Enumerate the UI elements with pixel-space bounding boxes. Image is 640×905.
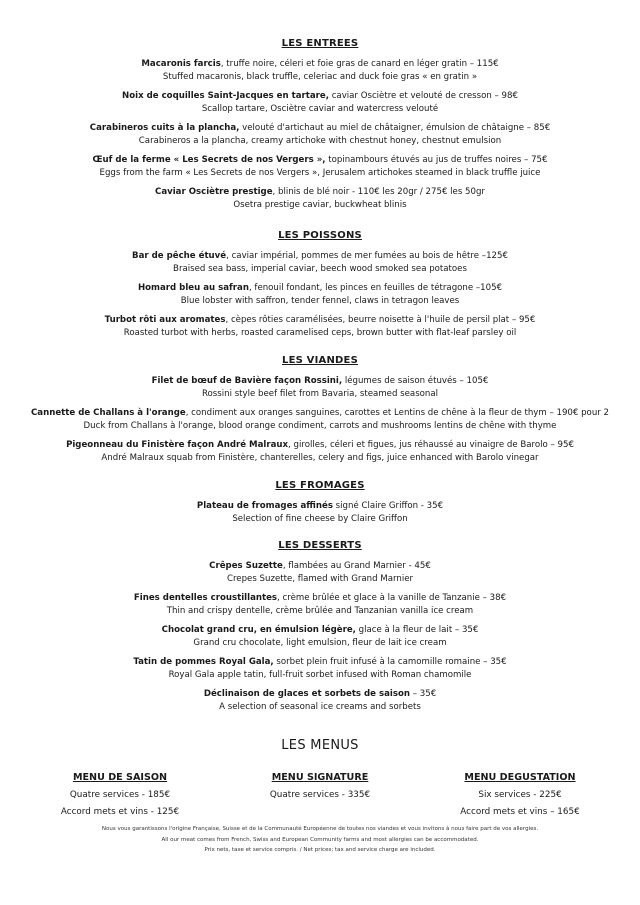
dish-translation: Crepes Suzette, flamed with Grand Marnier (226, 573, 414, 584)
menu-item (0, 500, 640, 525)
section-title: LES ENTREES (281, 38, 359, 49)
menu-item (0, 250, 640, 275)
menu-heading: MENU SIGNATURE (271, 772, 369, 783)
section-viandes (0, 355, 640, 464)
menu-saison (20, 772, 220, 818)
menu-heading: MENU DE SAISON (72, 772, 168, 783)
menu-line: Quatre services - 335€ (269, 790, 371, 800)
dish-name: Chocolat grand cru, en émulsion légère, (161, 625, 356, 635)
dish-name: Macaronis farcis (141, 59, 221, 69)
dish-name: Crêpes Suzette (209, 561, 283, 571)
dish-description: – 35€ (410, 689, 437, 699)
dish-translation: Selection of fine cheese by Claire Griffon (232, 513, 408, 524)
dish-translation: Blue lobster with saffron, tender fennel, claws in tetragon leaves (180, 295, 460, 306)
section-title: LES POISSONS (278, 230, 362, 241)
dish-description: , flambées au Grand Marnier - 45€ (282, 561, 431, 571)
menu-line: Accord mets et vins - 125€ (60, 807, 180, 817)
menu-item (0, 592, 640, 617)
dish-translation: Grand cru chocolate, light emulsion, fleur de lait ice cream (193, 637, 447, 648)
dish-translation: Duck from Challans à l'orange, blood orange condiment, carrots and mushrooms lentins de chêne with thyme (83, 420, 557, 431)
dish-name: Filet de bœuf de Bavière façon Rossini, (151, 376, 343, 386)
menu-line: Accord mets et vins – 165€ (460, 807, 580, 817)
dish-name: Déclinaison de glaces et sorbets de saison (203, 689, 410, 699)
dish-translation: André Malraux squab from Finistère, chanterelles, celery and figs, juice enhanced with Barolo vinegar (101, 452, 539, 463)
menu-item (0, 688, 640, 713)
dish-name: Homard bleu au safran (137, 283, 249, 293)
section-desserts (0, 540, 640, 713)
menu-item (0, 90, 640, 115)
dish-translation: Eggs from the farm « Les Secrets de nos Vergers », Jerusalem artichokes steamed in black truffle juice (99, 167, 541, 178)
menu-heading: MENU DEGUSTATION (464, 772, 576, 783)
dish-name: Pigeonneau du Finistère façon André Malraux (66, 440, 289, 450)
footnotes (0, 824, 640, 856)
dish-description: topinambours étuvés au jus de truffes noires – 75€ (325, 155, 548, 165)
dish-description: , caviar impérial, pommes de mer fumées au bois de hêtre –125€ (226, 251, 508, 261)
dish-description: sorbet plein fruit infusé à la camomille romaine – 35€ (273, 657, 507, 667)
dish-description: , blinis de blé noir - 110€ les 20gr / 275€ les 50gr (272, 187, 485, 197)
dish-description: , fenouil fondant, les pinces en feuilles de tétragone –105€ (248, 283, 503, 293)
dish-description: , girolles, céleri et figues, jus réhaussé au vinaigre de Barolo – 95€ (288, 440, 574, 450)
dish-translation: A selection of seasonal ice creams and sorbets (219, 701, 421, 712)
dish-translation: Royal Gala apple tatin, full-fruit sorbet infused with Roman chamomile (168, 669, 472, 680)
section-title: LES VIANDES (282, 355, 358, 366)
dish-name: Turbot rôti aux aromates (104, 315, 226, 325)
dish-name: Bar de pêche étuvé (132, 251, 227, 261)
section-entrees (0, 38, 640, 211)
dish-name: Noix de coquilles Saint-Jacques en tartare, (122, 91, 329, 101)
dish-translation: Stuffed macaronis, black truffle, celeriac and duck foie gras « en gratin » (162, 71, 478, 82)
menu-signature (220, 772, 420, 818)
dish-translation: Scallop tartare, Osciètre caviar and watercress velouté (201, 103, 439, 114)
dish-name: Caviar Osciètre prestige (155, 187, 273, 197)
menus-row (20, 772, 620, 818)
menu-item (0, 314, 640, 339)
menu-item (0, 186, 640, 211)
menu-line: Quatre services - 185€ (69, 790, 171, 800)
dish-description: , truffe noire, céleri et foie gras de canard en léger gratin – 115€ (220, 59, 499, 69)
dish-translation: Roasted turbot with herbs, roasted caramelised ceps, brown butter with flat-leaf parsley oil (123, 327, 517, 338)
dish-description: légumes de saison étuvés – 105€ (342, 376, 489, 386)
menu-item (0, 407, 640, 432)
menu-item (0, 154, 640, 179)
dish-name: Fines dentelles croustillantes (133, 593, 278, 603)
footnote-prices: Prix nets, taxe et service compris. / Net prices; tax and service charge are included. (204, 847, 436, 853)
section-title: LES FROMAGES (275, 480, 365, 491)
menu-degustation (420, 772, 620, 818)
section-title: LES DESSERTS (278, 540, 362, 551)
dish-description: , condiment aux oranges sanguines, carottes et Lentins de chêne à la fleur de thym – 190€ pour 2 (185, 408, 609, 418)
menu-item (0, 122, 640, 147)
menu-item (0, 560, 640, 585)
dish-description: signé Claire Griffon - 35€ (332, 501, 444, 511)
menus-title: LES MENUS (281, 738, 359, 753)
dish-name: Plateau de fromages affinés (196, 501, 333, 511)
dish-description: velouté d'artichaut au miel de châtaigner, émulsion de châtaigne – 85€ (239, 123, 551, 133)
dish-description: , cèpes rôties caramélisées, beurre noisette à l'huile de persil plat – 95€ (225, 315, 536, 325)
footnote-origin: Nous vous garantissons l'origine Française, Suisse et de la Communauté Européenne de toutes nos viandes et vous invitons à nous faire part de vos allergies. (101, 826, 539, 832)
dish-translation: Carabineros a la plancha, creamy artichoke with chestnut honey, chestnut emulsion (138, 135, 502, 146)
section-fromages (0, 480, 640, 525)
dish-translation: Braised sea bass, imperial caviar, beech wood smoked sea potatoes (173, 263, 467, 274)
dish-description: , crème brûlée et glace à la vanille de Tanzanie – 38€ (277, 593, 507, 603)
dish-translation: Thin and crispy dentelle, crème brûlée and Tanzanian vanilla ice cream (166, 605, 474, 616)
footnote-allergies: All our meat comes from French, Swiss and European Community farms and most allergies can be accommodated. (161, 836, 479, 843)
dish-name: Œuf de la ferme « Les Secrets de nos Vergers », (92, 155, 326, 165)
menu-line: Six services - 225€ (478, 790, 562, 800)
dish-name: Tatin de pommes Royal Gala, (133, 657, 274, 667)
menu-item (0, 375, 640, 400)
menu-item (0, 58, 640, 83)
dish-description: glace à la fleur de lait – 35€ (355, 625, 479, 635)
dish-description: caviar Osciètre et velouté de cresson – 98€ (328, 91, 518, 101)
menu-item (0, 624, 640, 649)
menu-item (0, 439, 640, 464)
section-poissons (0, 230, 640, 339)
menu-item (0, 656, 640, 681)
dish-name: Carabineros cuits à la plancha, (89, 123, 240, 133)
dish-translation: Osetra prestige caviar, buckwheat blinis (233, 199, 407, 210)
menu-item (0, 282, 640, 307)
dish-name: Cannette de Challans à l'orange (30, 408, 186, 418)
dish-translation: Rossini style beef filet from Bavaria, steamed seasonal (201, 388, 439, 399)
